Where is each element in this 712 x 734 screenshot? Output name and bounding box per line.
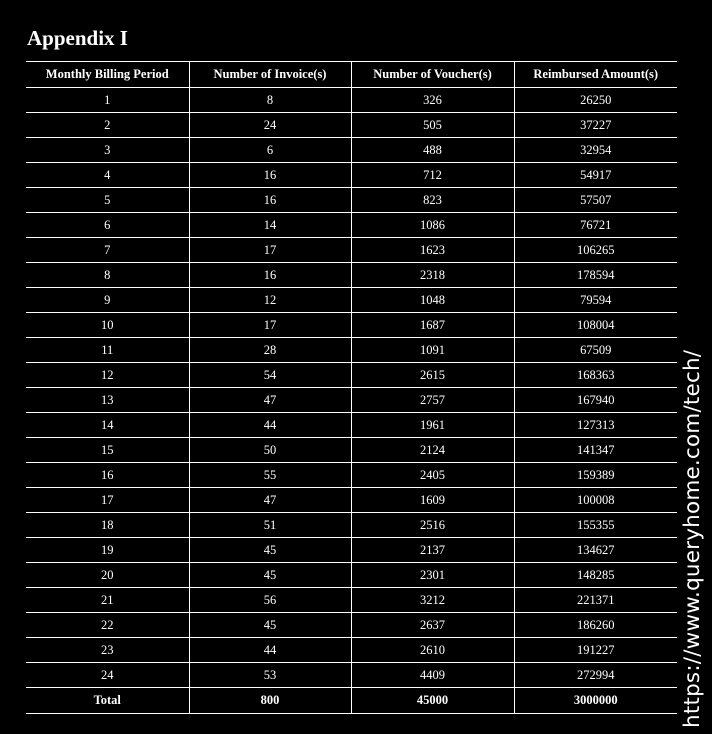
cell-reimbursed-amount: 191227 bbox=[514, 638, 677, 663]
total-invoices: 800 bbox=[189, 688, 351, 714]
total-reimbursed-amount: 3000000 bbox=[514, 688, 677, 714]
cell-reimbursed-amount: 26250 bbox=[514, 88, 677, 113]
total-row bbox=[26, 688, 677, 714]
cell-reimbursed-amount: 155355 bbox=[514, 513, 677, 538]
cell-vouchers: 1048 bbox=[351, 288, 514, 313]
cell-vouchers: 505 bbox=[351, 113, 514, 138]
cell-billing-period: 22 bbox=[26, 613, 189, 638]
cell-reimbursed-amount: 221371 bbox=[514, 588, 677, 613]
cell-reimbursed-amount: 37227 bbox=[514, 113, 677, 138]
table-row bbox=[26, 188, 677, 213]
table-row bbox=[26, 663, 677, 688]
cell-invoices: 14 bbox=[189, 213, 351, 238]
cell-billing-period: 20 bbox=[26, 563, 189, 588]
cell-billing-period: 7 bbox=[26, 238, 189, 263]
cell-invoices: 16 bbox=[189, 188, 351, 213]
cell-vouchers: 1609 bbox=[351, 488, 514, 513]
cell-billing-period: 18 bbox=[26, 513, 189, 538]
table-row bbox=[26, 613, 677, 638]
cell-reimbursed-amount: 79594 bbox=[514, 288, 677, 313]
cell-invoices: 54 bbox=[189, 363, 351, 388]
cell-invoices: 6 bbox=[189, 138, 351, 163]
cell-vouchers: 3212 bbox=[351, 588, 514, 613]
cell-billing-period: 2 bbox=[26, 113, 189, 138]
table-row bbox=[26, 538, 677, 563]
cell-vouchers: 1687 bbox=[351, 313, 514, 338]
table-row bbox=[26, 438, 677, 463]
table-row bbox=[26, 238, 677, 263]
total-vouchers: 45000 bbox=[351, 688, 514, 714]
cell-invoices: 24 bbox=[189, 113, 351, 138]
cell-reimbursed-amount: 54917 bbox=[514, 163, 677, 188]
cell-billing-period: 14 bbox=[26, 413, 189, 438]
cell-billing-period: 17 bbox=[26, 488, 189, 513]
cell-reimbursed-amount: 67509 bbox=[514, 338, 677, 363]
cell-vouchers: 2124 bbox=[351, 438, 514, 463]
cell-vouchers: 2610 bbox=[351, 638, 514, 663]
cell-vouchers: 2637 bbox=[351, 613, 514, 638]
table-row bbox=[26, 338, 677, 363]
cell-invoices: 28 bbox=[189, 338, 351, 363]
table-row bbox=[26, 213, 677, 238]
cell-vouchers: 1961 bbox=[351, 413, 514, 438]
cell-vouchers: 2405 bbox=[351, 463, 514, 488]
cell-billing-period: 23 bbox=[26, 638, 189, 663]
cell-vouchers: 2318 bbox=[351, 263, 514, 288]
cell-invoices: 12 bbox=[189, 288, 351, 313]
cell-invoices: 45 bbox=[189, 613, 351, 638]
cell-reimbursed-amount: 57507 bbox=[514, 188, 677, 213]
cell-billing-period: 5 bbox=[26, 188, 189, 213]
table-row bbox=[26, 638, 677, 663]
table-header bbox=[26, 62, 677, 88]
cell-invoices: 17 bbox=[189, 238, 351, 263]
cell-billing-period: 12 bbox=[26, 363, 189, 388]
header-invoices: Number of Invoice(s) bbox=[189, 62, 351, 88]
table-row bbox=[26, 138, 677, 163]
cell-reimbursed-amount: 178594 bbox=[514, 263, 677, 288]
cell-invoices: 53 bbox=[189, 663, 351, 688]
table-row bbox=[26, 388, 677, 413]
cell-vouchers: 2137 bbox=[351, 538, 514, 563]
cell-invoices: 16 bbox=[189, 263, 351, 288]
cell-invoices: 47 bbox=[189, 488, 351, 513]
table-row bbox=[26, 163, 677, 188]
cell-reimbursed-amount: 76721 bbox=[514, 213, 677, 238]
cell-invoices: 16 bbox=[189, 163, 351, 188]
cell-billing-period: 24 bbox=[26, 663, 189, 688]
cell-billing-period: 6 bbox=[26, 213, 189, 238]
table-body bbox=[26, 88, 677, 688]
table-row bbox=[26, 413, 677, 438]
cell-reimbursed-amount: 100008 bbox=[514, 488, 677, 513]
cell-invoices: 47 bbox=[189, 388, 351, 413]
cell-reimbursed-amount: 141347 bbox=[514, 438, 677, 463]
table-row bbox=[26, 513, 677, 538]
table-row bbox=[26, 588, 677, 613]
cell-invoices: 56 bbox=[189, 588, 351, 613]
cell-invoices: 50 bbox=[189, 438, 351, 463]
cell-reimbursed-amount: 186260 bbox=[514, 613, 677, 638]
table-row bbox=[26, 463, 677, 488]
table-footer bbox=[26, 688, 677, 714]
cell-invoices: 55 bbox=[189, 463, 351, 488]
table-row bbox=[26, 363, 677, 388]
watermark bbox=[672, 326, 712, 728]
cell-vouchers: 1091 bbox=[351, 338, 514, 363]
cell-invoices: 45 bbox=[189, 563, 351, 588]
cell-invoices: 45 bbox=[189, 538, 351, 563]
cell-vouchers: 2301 bbox=[351, 563, 514, 588]
cell-billing-period: 15 bbox=[26, 438, 189, 463]
cell-billing-period: 4 bbox=[26, 163, 189, 188]
table-row bbox=[26, 113, 677, 138]
cell-billing-period: 16 bbox=[26, 463, 189, 488]
cell-billing-period: 8 bbox=[26, 263, 189, 288]
cell-reimbursed-amount: 168363 bbox=[514, 363, 677, 388]
cell-billing-period: 19 bbox=[26, 538, 189, 563]
cell-reimbursed-amount: 159389 bbox=[514, 463, 677, 488]
cell-reimbursed-amount: 134627 bbox=[514, 538, 677, 563]
cell-vouchers: 712 bbox=[351, 163, 514, 188]
table-row bbox=[26, 263, 677, 288]
cell-billing-period: 13 bbox=[26, 388, 189, 413]
table-row bbox=[26, 488, 677, 513]
cell-billing-period: 9 bbox=[26, 288, 189, 313]
cell-reimbursed-amount: 167940 bbox=[514, 388, 677, 413]
cell-vouchers: 4409 bbox=[351, 663, 514, 688]
table-row bbox=[26, 88, 677, 113]
cell-billing-period: 10 bbox=[26, 313, 189, 338]
billing-table bbox=[26, 61, 677, 714]
header-vouchers: Number of Voucher(s) bbox=[351, 62, 514, 88]
cell-vouchers: 488 bbox=[351, 138, 514, 163]
cell-vouchers: 1086 bbox=[351, 213, 514, 238]
header-row bbox=[26, 62, 677, 88]
cell-billing-period: 1 bbox=[26, 88, 189, 113]
cell-reimbursed-amount: 106265 bbox=[514, 238, 677, 263]
total-label: Total bbox=[26, 688, 189, 714]
cell-vouchers: 2615 bbox=[351, 363, 514, 388]
cell-billing-period: 3 bbox=[26, 138, 189, 163]
table-row bbox=[26, 288, 677, 313]
cell-reimbursed-amount: 127313 bbox=[514, 413, 677, 438]
cell-invoices: 51 bbox=[189, 513, 351, 538]
cell-reimbursed-amount: 148285 bbox=[514, 563, 677, 588]
cell-invoices: 44 bbox=[189, 413, 351, 438]
cell-invoices: 8 bbox=[189, 88, 351, 113]
page-title: Appendix I bbox=[27, 26, 128, 50]
cell-vouchers: 2757 bbox=[351, 388, 514, 413]
cell-invoices: 17 bbox=[189, 313, 351, 338]
cell-billing-period: 21 bbox=[26, 588, 189, 613]
cell-vouchers: 2516 bbox=[351, 513, 514, 538]
cell-reimbursed-amount: 108004 bbox=[514, 313, 677, 338]
header-billing-period: Monthly Billing Period bbox=[26, 62, 189, 88]
cell-reimbursed-amount: 272994 bbox=[514, 663, 677, 688]
table-row bbox=[26, 313, 677, 338]
cell-vouchers: 823 bbox=[351, 188, 514, 213]
header-reimbursed-amount: Reimbursed Amount(s) bbox=[514, 62, 677, 88]
cell-vouchers: 326 bbox=[351, 88, 514, 113]
table-row bbox=[26, 563, 677, 588]
cell-reimbursed-amount: 32954 bbox=[514, 138, 677, 163]
cell-billing-period: 11 bbox=[26, 338, 189, 363]
cell-vouchers: 1623 bbox=[351, 238, 514, 263]
cell-invoices: 44 bbox=[189, 638, 351, 663]
watermark-url: https://www.queryhome.com/tech/ bbox=[680, 349, 705, 728]
